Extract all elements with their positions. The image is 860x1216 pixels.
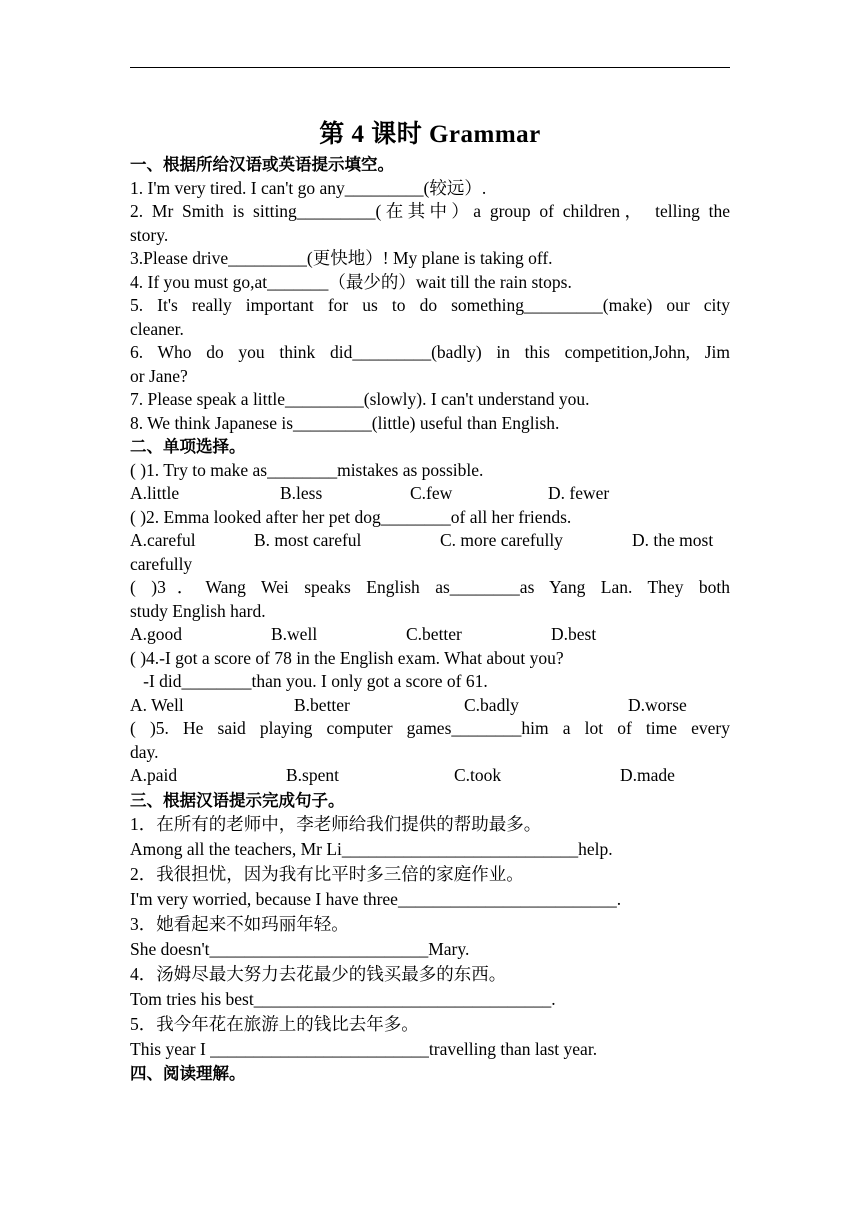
s2-question-5: ( )5. He said playing computer games________him a lot of time every bbox=[130, 718, 730, 738]
option: B.spent bbox=[286, 765, 339, 785]
option: A.careful bbox=[130, 530, 196, 550]
option: D.best bbox=[551, 624, 597, 644]
s3-prompt-3: 3．她看起来不如玛丽年轻。 bbox=[130, 914, 349, 934]
s2-q3-options bbox=[130, 623, 730, 647]
option: A.good bbox=[130, 624, 183, 644]
option: A.little bbox=[130, 483, 180, 503]
s1-item-5-cont: cleaner. bbox=[130, 318, 184, 339]
s1-item-2-cont: story. bbox=[130, 224, 169, 245]
option: D. the most bbox=[632, 530, 714, 550]
s2-question-2: ( )2. Emma looked after her pet dog________of all her friends. bbox=[130, 506, 572, 527]
option: B.less bbox=[280, 483, 323, 503]
option: B.better bbox=[294, 694, 350, 715]
option: C.took bbox=[454, 765, 502, 785]
s1-item-3: 3.Please drive_________(更快地）! My plane is taking off. bbox=[130, 248, 553, 268]
s2-question-3-cont: study English hard. bbox=[130, 600, 266, 621]
option: C.few bbox=[410, 483, 453, 503]
s1-item-5: 5. It's really important for us to do something_________(make) our city bbox=[130, 295, 730, 315]
section2-heading: 二、单项选择。 bbox=[130, 437, 246, 456]
s1-item-7: 7. Please speak a little_________(slowly). I can't understand you. bbox=[130, 389, 590, 409]
option: A. Well bbox=[130, 694, 184, 715]
page-title: 第 4 课时 Grammar bbox=[319, 121, 541, 148]
s3-answer-3: She doesn't_________________________Mary. bbox=[130, 939, 470, 959]
worksheet-body bbox=[130, 153, 730, 1086]
s1-item-4: 4. If you must go,at_______（最少的）wait till the rain stops. bbox=[130, 271, 572, 292]
s2-question-4-cont: -I did________than you. I only got a score of 61. bbox=[130, 671, 488, 691]
s2-q4-options bbox=[130, 694, 730, 718]
s1-item-8: 8. We think Japanese is_________(little) useful than English. bbox=[130, 412, 560, 433]
s2-question-3: ( )3．Wang Wei speaks English as________as Yang Lan. They both bbox=[130, 577, 730, 597]
option: A.paid bbox=[130, 765, 178, 785]
s2-q1-options bbox=[130, 482, 730, 506]
option: B. most careful bbox=[254, 530, 362, 550]
s3-answer-2: I'm very worried, because I have three_________________________. bbox=[130, 889, 622, 909]
s1-item-6: 6. Who do you think did_________(badly) in this competition,John, Jim bbox=[130, 342, 730, 362]
s3-answer-5: This year I _________________________travelling than last year. bbox=[130, 1039, 598, 1059]
s2-question-1: ( )1. Try to make as________mistakes as possible. bbox=[130, 459, 484, 480]
s2-question-5-cont: day. bbox=[130, 741, 159, 762]
section4-heading: 四、阅读理解。 bbox=[130, 1064, 246, 1083]
option: D.worse bbox=[628, 694, 687, 715]
section3-heading: 三、根据汉语提示完成句子。 bbox=[130, 790, 345, 810]
option: C.badly bbox=[464, 694, 519, 715]
s3-prompt-5: 5．我今年花在旅游上的钱比去年多。 bbox=[130, 1014, 419, 1034]
option: D.made bbox=[620, 765, 675, 785]
s3-prompt-2: 2．我很担忧，因为我有比平时多三倍的家庭作业。 bbox=[130, 864, 524, 884]
s1-item-2: 2. Mr Smith is sitting_________(在其中）a group of children， telling the bbox=[130, 201, 730, 221]
header-rule bbox=[130, 67, 730, 68]
s3-prompt-1: 1．在所有的老师中，李老师给我们提供的帮助最多。 bbox=[130, 814, 542, 834]
option: D. fewer bbox=[548, 483, 610, 503]
s3-prompt-4: 4．汤姆尽最大努力去花最少的钱买最多的东西。 bbox=[130, 964, 507, 984]
s3-answer-4: Tom tries his best__________________________________. bbox=[130, 989, 556, 1009]
s1-item-6-cont: or Jane? bbox=[130, 365, 188, 386]
option: B.well bbox=[271, 624, 318, 644]
option: C. more carefully bbox=[440, 530, 563, 550]
s2-q2-options bbox=[130, 529, 730, 553]
s2-q5-options bbox=[130, 764, 730, 788]
s3-answer-1: Among all the teachers, Mr Li___________________________help. bbox=[130, 839, 613, 859]
option: C.better bbox=[406, 624, 462, 644]
s2-q2-options-cont: carefully bbox=[130, 553, 193, 574]
s2-question-4: ( )4.-I got a score of 78 in the English exam. What about you? bbox=[130, 647, 564, 668]
section1-heading: 一、根据所给汉语或英语提示填空。 bbox=[130, 155, 394, 174]
s1-item-1: 1. I'm very tired. I can't go any_________(较远）. bbox=[130, 177, 487, 198]
